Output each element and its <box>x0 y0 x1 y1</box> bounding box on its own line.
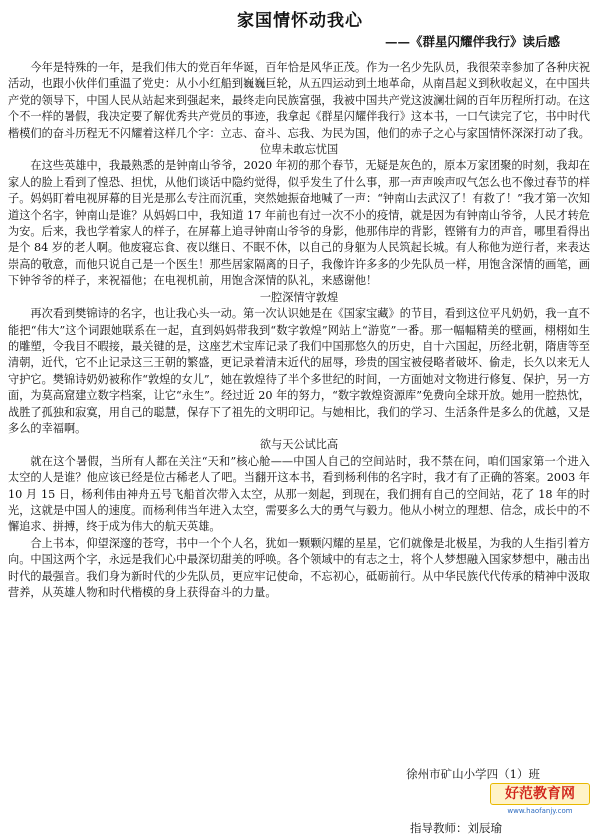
paragraph-4: 合上书本，仰望深邃的苍穹，书中一个个人名，犹如一颗颗闪耀的星星，它们就像是北极星，为我的人生指引着方向。中国这两个字，永远是我们心中最深切甜美的呼唤。各个领域中的有志之士，将个人梦想融入国家梦想中，融击出时代的最强音。我们身为新时代的少先队员，更应牢记使命，不忘初心，砥砺前行。从中华民族代代传承的精神中汲取营养，从英雄人物和时代楷模的身上获得奋斗的力量。 <box>8 536 590 599</box>
paragraph-3: 就在这个暑假，当所有人都在关注“天和”核心舱——中国人自己的空间站时，我不禁在问，咱们国家第一个进入太空的人是谁？他应该已经是位古稀老人了吧。当翻开这本书，看到杨利伟的名字时，我才有了正确的答案。2003 年 10 月 15 日，杨利伟由神舟五号飞船首次带入太空，从那一刻起，到现在，我们拥有自己的空间站，花了 18 年的时光，这就是中国人的速度。而杨利伟当年进入太空，需要多么大的勇气与毅力。他从小树立的理想、信念，成长中的不懈追求、拼搏，终于成为伟大的航天英雄。 <box>8 454 590 534</box>
intro-paragraph: 今年是特殊的一年，是我们伟大的党百年华诞，百年恰是风华正茂。作为一名少先队员，我很荣幸参加了各种庆祝活动，也跟小伙伴们重温了党史：从小小红船到巍巍巨轮，从五四运动到土地革命，从南昌起义到秋收起义，在中国共产党的领导下，中国人民从站起来到强起来，最终走向民族富强，我被中国共产党这波澜壮阔的百年历程所打动。在这个不一样的暑假，我决定要了解优秀共产党员的事迹，我拿起《群星闪耀伴我行》这本书，一口气读完了它，书中时代楷模们的奋斗历程无不闪耀着这样几个字：立志、奋斗、忘我、为民为国，他们的赤子之心与家国情怀深深打动了我。 <box>8 61 590 140</box>
watermark-logo: 好范教育网 <box>490 783 590 805</box>
section-heading-2: 一腔深情守敦煌 <box>259 290 339 304</box>
paragraph-2: 再次看到樊锦诗的名字，也让我心头一动。第一次认识她是在《国家宝藏》的节目，看到这位平凡奶奶，我一直不能把“伟大”这个词跟她联系在一起，直到妈妈带我到“数字敦煌”网站上“游览”一番。那一幅幅精美的壁画，栩栩如生的雕塑，令我目不暇接，最关键的是，这座艺术宝库记录了我们中国那悠久的历史，自十六国起，历经北朝，隋唐等至清朝，近代，它不止记录这三王朝的繁盛，更记录着清末近代的屈辱，珍贵的国宝被侵略者破坏、偷走，长久以来无人守护它。樊锦诗奶奶被称作“敦煌的女儿”，她在敦煌待了半个多世纪的时间，一方面她对文物进行修复、保护，另一方面，为莫高窟建立数字档案，让它“永生”。经过近 20 年的努力，“数字敦煌资源库”免费向全球开放。她用一腔热忱，战胜了孤独和寂寞，用自己的聪慧，保存下了祖先的文明印记。与她相比，我们的学习、生活条件是多么的优越，又是多么的幸福啊。 <box>8 307 591 435</box>
section-heading-3: 欲与天公试比高 <box>259 438 339 452</box>
essay-title: 家国情怀动我心 <box>237 11 363 31</box>
school-class: 徐州市矿山小学四（1）班 <box>406 767 540 781</box>
teacher-name: 指导教师：刘辰瑜 <box>410 821 502 835</box>
site-watermark <box>490 783 590 823</box>
paragraph-1: 在这些英雄中，我最熟悉的是钟南山爷爷，2020 年初的那个春节，无疑是灰色的，原本万家团聚的时刻，我却在家人的脸上看到了惶恐、担忧，从他们谈话中隐约觉得，似乎发生了什么事，那一声声唉声叹气怎么也不像过春节的样子。妈妈盯着电视屏幕的目光是那么专注而沉重，突然她振奋地喊了一声：“钟南山去武汉了！有救了！”我才第一次知道这个名字，钟南山是谁？从妈妈口中，我知道 17 年前也有过一次不小的疫情，就是因为有钟南山爷爷，人民才转危为安。后来，我也学着家人的样子，在屏幕上追寻钟南山爷爷的身影，他那伟岸的背影，铿锵有力的声音，哪里看得出是个 84 岁的老人啊。他废寝忘食、夜以继日、不眠不休，以自己的身躯为人民筑起长城。有人称他为逆行者，来表达崇高的敬意，而他只说自己是一个医生！那些居家隔离的日子，我像许许多多的少先队员一样，用饱含深情的画笔，画下钟爷爷的样子，来祝福他；在电视机前，用饱含深情的队礼，来感谢他！ <box>8 159 591 288</box>
essay-subtitle: ——《群星闪耀伴我行》读后感 <box>384 34 560 49</box>
watermark-url: www.haofanjy.com <box>507 807 573 815</box>
essay-body <box>8 60 590 601</box>
section-heading-1: 位卑未敢忘忧国 <box>259 143 339 157</box>
